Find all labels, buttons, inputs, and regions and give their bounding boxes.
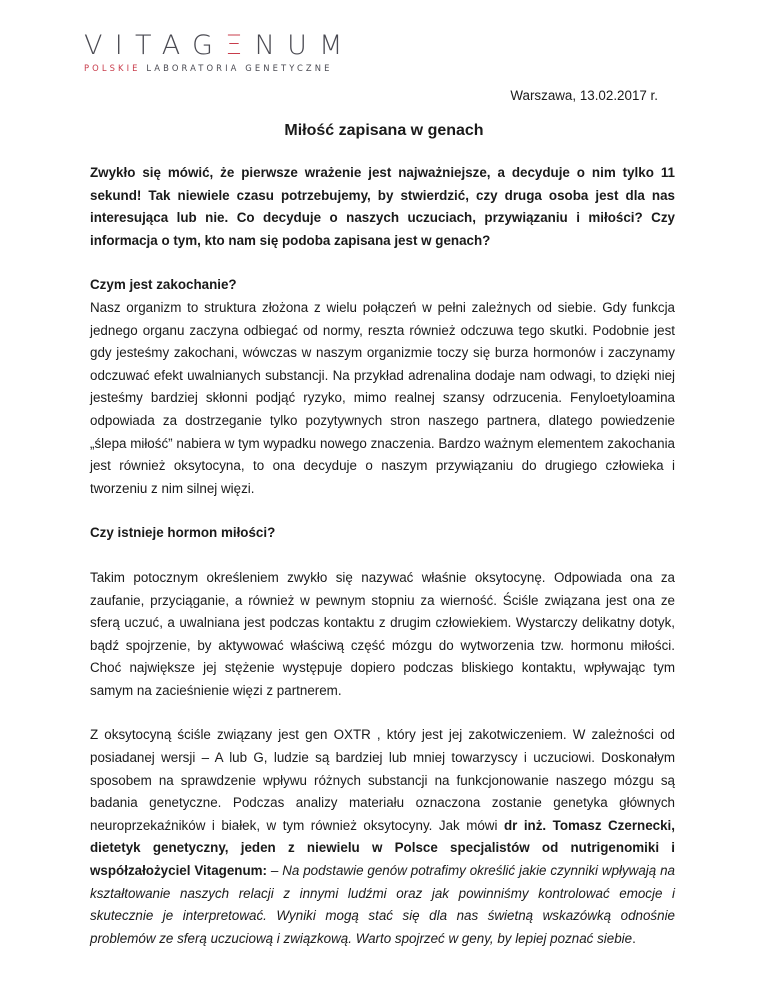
vitagenum-logo: [84, 32, 354, 73]
expert-name: dr inż. Tomasz Czernecki, dietetyk genetyczny, jeden z niewielu w Polsce specjalistów od nutrigenomiki i współzałożyciel Vitagenum:: [90, 817, 675, 879]
logo-brand-post: NUM: [254, 30, 355, 61]
document-date: Warszawa, 13.02.2017 r.: [510, 88, 658, 103]
document-title: Miłość zapisana w genach: [284, 122, 484, 139]
section-heading-zakochanie: Czym jest zakochanie?: [90, 277, 237, 293]
logo-tagline: [84, 63, 354, 73]
dash-separator: –: [267, 863, 283, 879]
section-heading-hormon: Czy istnieje hormon miłości?: [90, 525, 276, 541]
section-paragraph-zakochanie: Nasz organizm to struktura złożona z wielu połączeń w pełni zależnych od siebie. Gdy funkcja jednego organu zaczyna odbiegać od normy, reszta również odczuwa tego skutki. Podobnie jest gdy jesteśmy zakochani, wówczas w naszym organizmie toczy się burza hormonów i zaczynamy odczuwać efekt uwalnianych substancji. Na przykład adrenalina dodaje nam odwagi, to dzięki niej jesteśmy bardziej skłonni podjąć ryzyko, mimo realnej szansy odrzucenia. Fenyloetyloamina odpowiada za dostrzeganie tylko pozytywnych stron naszego partnera, dlatego powiedzenie „ślepa miłość” nabiera w tym wypadku nowego znaczenia. Bardzo ważnym elementem zakochania jest również oksytocyna, to ona decyduje o naszym przywiązaniu do drugiego człowieka i tworzeniu z nim silnej więzi.: [90, 299, 676, 496]
logo-brand-pre: VITAG: [84, 30, 226, 61]
paragraph-text: Z oksytocyną ściśle związany jest gen OXTR , który jest jej zakotwiczeniem. W zależności od posiadanej wersji – A lub G, ludzie są bardziej lub mniej towarzyscy i uczuciowi. Doskonałym sposobem na sprawdzenie wpływu różnych substancji na funkcjonowanie naszego mózgu są badania genetyczne. Podczas analizy materiału oznaczona zostanie genetyka głównych neuroprzekaźników i białek, w tym również oksytocyny. Jak mówi: [90, 727, 675, 833]
logo-e-mark-icon: Ξ: [225, 30, 255, 61]
logo-tagline-accent: POLSKIE: [84, 63, 141, 73]
document-body: [90, 162, 675, 950]
expert-quote: Na podstawie genów potrafimy określić jakie czynniki wpływają na kształtowanie naszych relacji z innymi ludźmi oraz jak powinniśmy kontrolować emocje i skutecznie je interpretować. Wyniki mogą stać się dla nas świetną wskazówką odnośnie problemów ze sferą uczuciową i związkową. Warto spojrzeć w geny, by lepiej poznać siebie: [90, 863, 675, 946]
quote-end: .: [632, 930, 636, 946]
section-paragraph-oxtr: [90, 724, 675, 950]
logo-tagline-rest: LABORATORIA GENETYCZNE: [146, 63, 333, 73]
lead-paragraph: Zwykło się mówić, że pierwsze wrażenie jest najważniejsze, a decyduje o nim tylko 11 sekund! Tak niewiele czasu potrzebujemy, by stwierdzić, czy druga osoba jest dla nas interesująca lub nie. Co decyduje o naszych uczuciach, przywiązaniu i miłości? Czy informacja o tym, kto nam się podoba zapisana jest w genach?: [90, 165, 675, 248]
section-paragraph-oksytocyna: Takim potocznym określeniem zwykło się nazywać właśnie oksytocynę. Odpowiada ona za zaufanie, przyciąganie, a również w pewnym stopniu za wierność. Ściśle związana jest ona ze sferą uczuć, a uwalniana jest podczas kontaktu z drugim człowiekiem. Wystarczy delikatny dotyk, bądź spojrzenie, by aktywować właściwą część mózgu do wytworzenia tzw. hormonu miłości. Choć największe jej stężenie występuje dopiero podczas bliskiego kontaktu, wpływając tym samym na zacieśnienie więzi z partnerem.: [90, 569, 675, 698]
logo-wordmark: [84, 32, 354, 60]
